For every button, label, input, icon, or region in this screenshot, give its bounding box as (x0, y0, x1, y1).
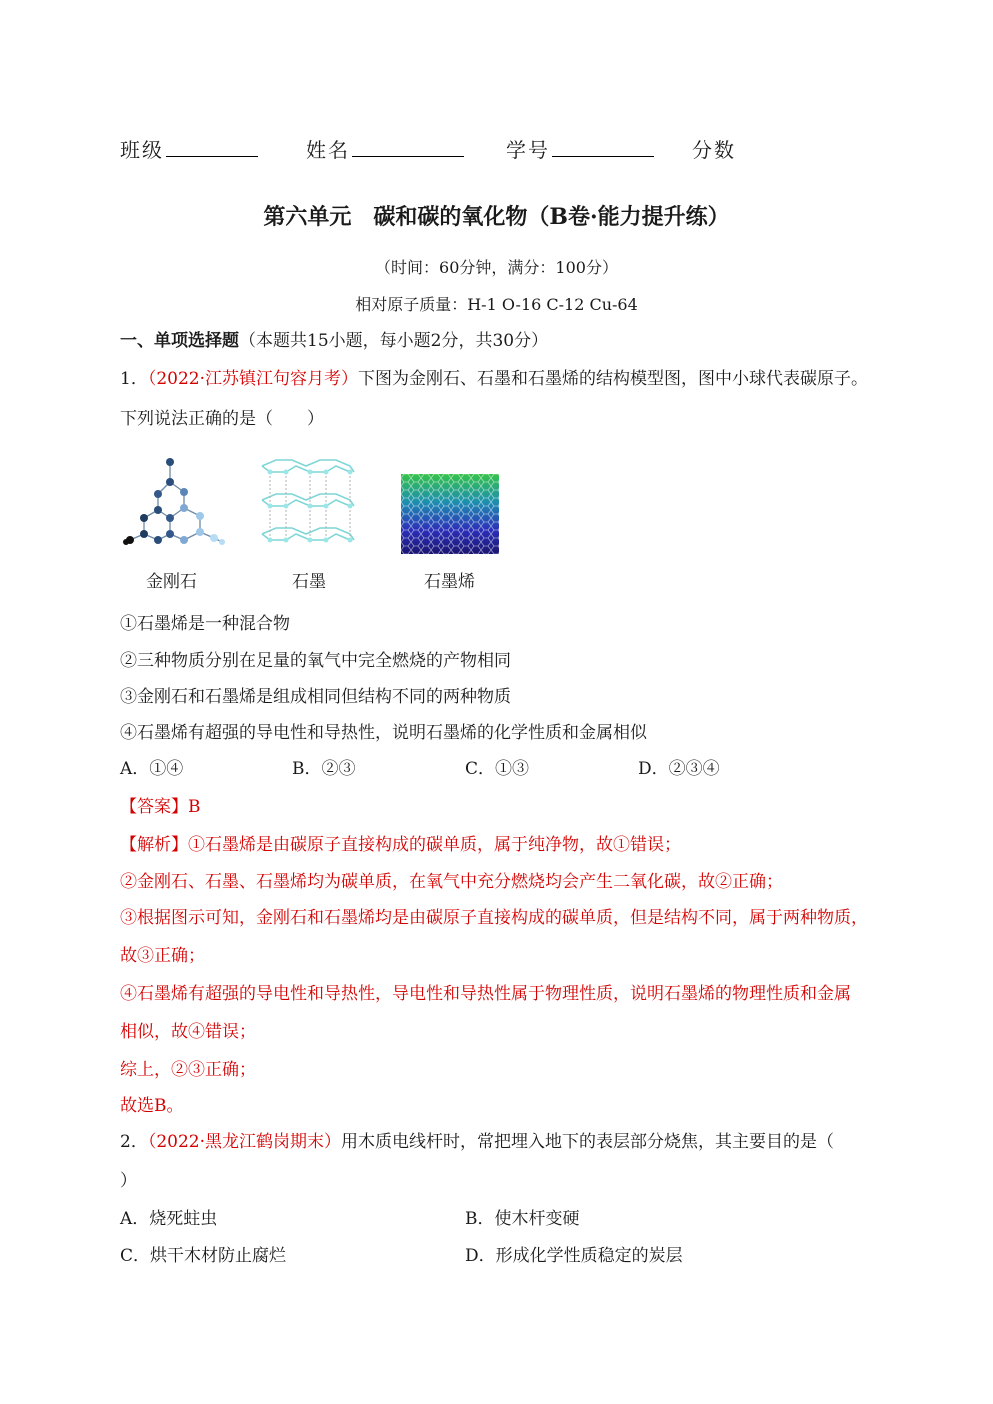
q1-stem-line1 (120, 368, 868, 390)
q2-number: 2． (120, 1132, 148, 1152)
name-field (306, 134, 464, 163)
caption-graphite: 石墨 (292, 572, 326, 592)
q1-analysis-line-4: 故③正确； (120, 946, 205, 966)
q1-option-d[interactable]: D．②③④ (638, 759, 720, 779)
name-label: 姓名 (306, 138, 350, 162)
class-label: 班级 (120, 138, 164, 162)
name-blank[interactable] (352, 138, 464, 157)
class-field (120, 134, 258, 163)
q2-option-c[interactable]: C．烘干木材防止腐烂 (120, 1246, 287, 1266)
q1-analysis-line-3: ③根据图示可知，金刚石和石墨烯均是由碳原子直接构成的碳单质，但是结构不同，属于两种物质， (120, 908, 868, 928)
caption-graphene: 石墨烯 (424, 572, 475, 592)
caption-diamond: 金刚石 (146, 572, 197, 592)
q1-number: 1． (120, 369, 148, 389)
section-desc: （本题共15小题，每小题2分，共30分） (239, 331, 549, 351)
section-label: 一、单项选择题 (120, 331, 239, 351)
class-blank[interactable] (166, 138, 258, 157)
q1-statement-1: ①石墨烯是一种混合物 (120, 614, 290, 634)
q1-analysis-line-1 (120, 834, 681, 856)
time-info: （时间：60分钟，满分：100分） (375, 258, 618, 277)
q2-stem-text: 用木质电线杆时，常把埋入地下的表层部分烧焦，其主要目的是（ (341, 1132, 834, 1152)
id-blank[interactable] (552, 138, 654, 157)
atomic-mass: 相对原子质量：H-1 O-16 C-12 Cu-64 (355, 295, 638, 314)
page-title: 第六单元 碳和碳的氧化物（B卷·能力提升练） (263, 204, 730, 230)
q1-analysis-line-8: 故选B。 (120, 1096, 184, 1116)
q1-analysis-line-5: ④石墨烯有超强的导电性和导热性，导电性和导热性属于物理性质，说明石墨烯的物理性质和金属 (120, 984, 851, 1004)
section-heading (120, 330, 548, 352)
q1-source: （2022·江苏镇江句容月考） (147, 369, 358, 389)
q1-statement-3: ③金刚石和石墨烯是组成相同但结构不同的两种物质 (120, 687, 511, 707)
q2-option-b[interactable]: B．使木杆变硬 (465, 1209, 580, 1229)
q1-option-b[interactable]: B．②③ (292, 759, 356, 779)
q1-statement-4: ④石墨烯有超强的导电性和导热性，说明石墨烯的化学性质和金属相似 (120, 723, 647, 743)
q2-option-a[interactable]: A．烧死蛀虫 (120, 1209, 218, 1229)
q1-option-a[interactable]: A．①④ (120, 759, 184, 779)
q1-analysis-line-2: ②金刚石、石墨、石墨烯均为碳单质，在氧气中充分燃烧均会产生二氧化碳，故②正确； (120, 872, 783, 892)
analysis-text-1: ①石墨烯是由碳原子直接构成的碳单质，属于纯净物，故①错误； (188, 835, 681, 855)
q1-stem-line2: 下列说法正确的是（ ） (120, 409, 324, 429)
q2-stem-line1 (120, 1131, 834, 1153)
diamond-structure-image (118, 452, 228, 552)
q1-answer: 【答案】B (120, 797, 201, 817)
id-field (506, 134, 654, 163)
q1-analysis-line-7: 综上，②③正确； (120, 1060, 256, 1080)
q1-analysis-line-6: 相似，故④错误； (120, 1022, 256, 1042)
q1-option-c[interactable]: C．①③ (465, 759, 530, 779)
id-label: 学号 (506, 138, 550, 162)
graphene-structure-image (401, 474, 499, 554)
graphite-structure-image (256, 456, 360, 552)
q2-option-d[interactable]: D．形成化学性质稳定的炭层 (465, 1246, 683, 1266)
analysis-label: 【解析】 (120, 835, 188, 855)
q2-source: （2022·黑龙江鹤岗期末） (147, 1132, 341, 1152)
q1-stem-text: 下图为金刚石、石墨和石墨烯的结构模型图，图中小球代表碳原子。 (358, 369, 868, 389)
q2-stem-line2: ） (120, 1171, 137, 1191)
score-label: 分数 (692, 138, 736, 162)
q1-statement-2: ②三种物质分别在足量的氧气中完全燃烧的产物相同 (120, 651, 511, 671)
